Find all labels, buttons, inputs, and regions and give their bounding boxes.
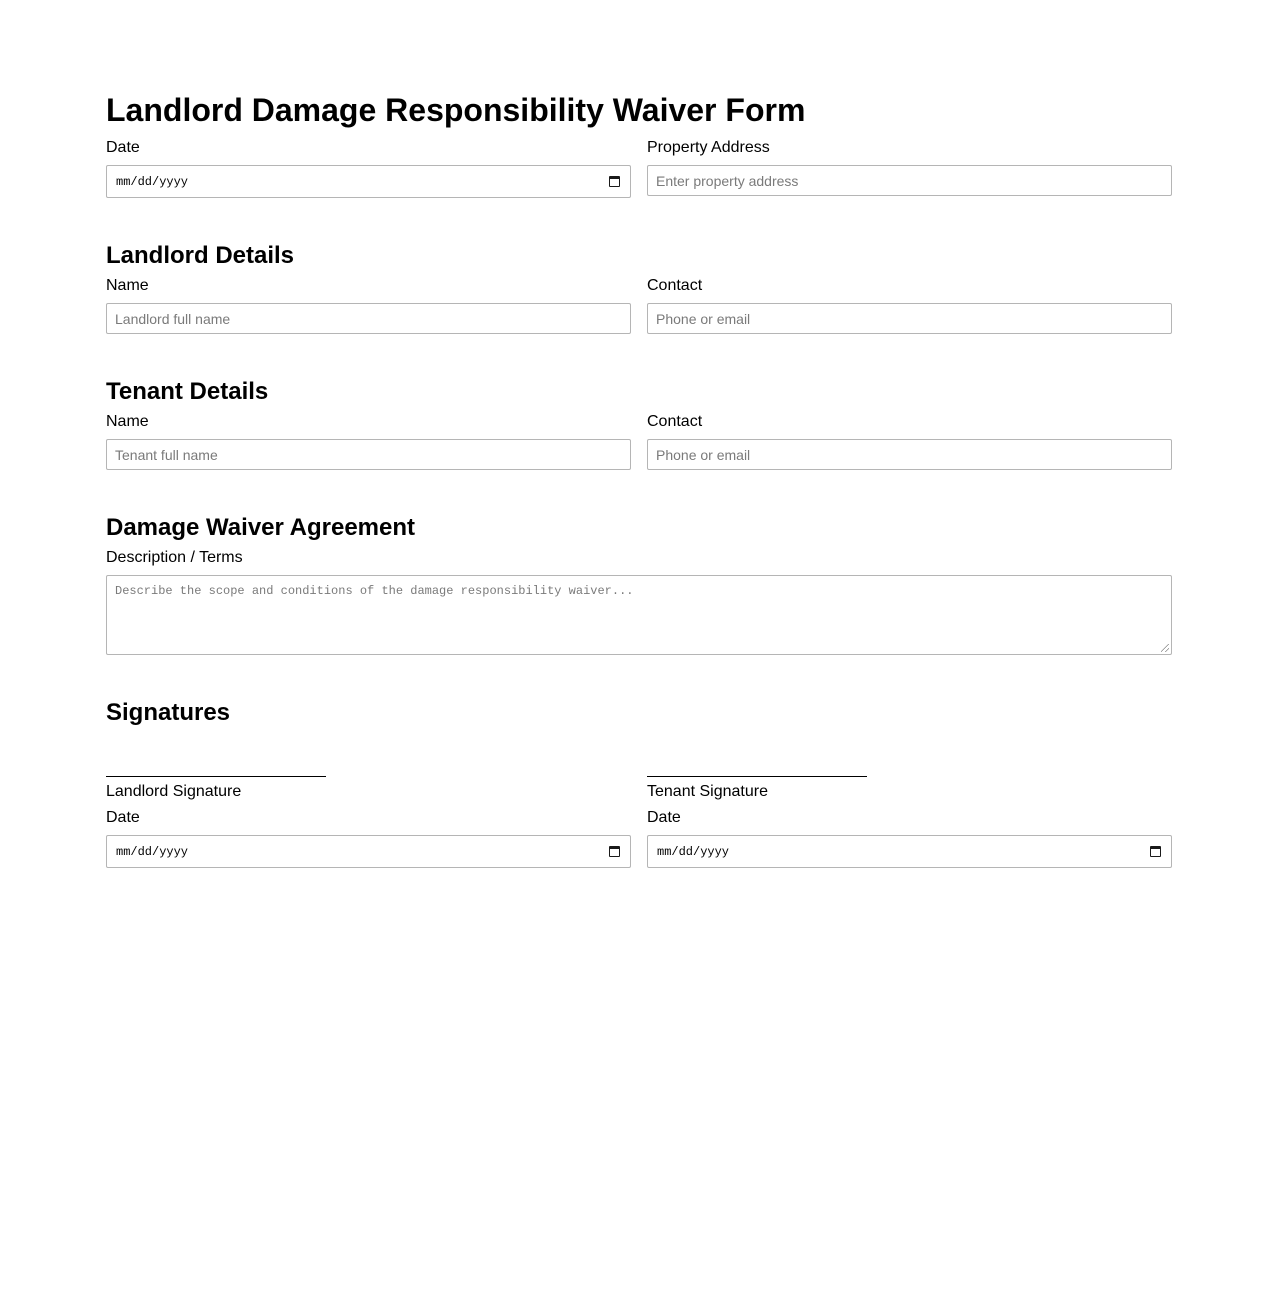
tenant-contact-group: [647, 413, 1172, 470]
tenant-name-input[interactable]: [106, 439, 631, 470]
tenant-name-group: [106, 413, 631, 470]
signatures-row: [106, 776, 1172, 868]
tenant-signature-group: [647, 776, 1172, 868]
landlord-contact-input[interactable]: [647, 303, 1172, 334]
terms-textarea[interactable]: [106, 575, 1172, 655]
terms-placeholder: Describe the scope and conditions of the damage responsibility waiver...: [115, 584, 634, 598]
landlord-signature-date-input[interactable]: [106, 835, 631, 868]
landlord-name-label: Name: [106, 277, 149, 294]
tenant-details-heading: Tenant Details: [106, 378, 269, 405]
header-fields-row: [106, 139, 1172, 198]
landlord-name-placeholder: Landlord full name: [115, 310, 231, 327]
form-date-group: [106, 139, 631, 198]
tenant-signature-date-input[interactable]: [647, 835, 1172, 868]
calendar-icon[interactable]: [609, 846, 620, 857]
landlord-signature-date-value: mm/dd/yyyy: [116, 844, 189, 859]
landlord-name-input[interactable]: [106, 303, 631, 334]
landlord-name-group: [106, 277, 631, 334]
property-address-group: [647, 139, 1172, 198]
terms-group: [106, 549, 1172, 655]
tenant-signature-date-label: Date: [647, 809, 681, 826]
resize-handle-icon[interactable]: [1161, 644, 1169, 652]
tenant-signature-label: Tenant Signature: [647, 783, 768, 800]
landlord-contact-group: [647, 277, 1172, 334]
landlord-signature-label: Landlord Signature: [106, 783, 242, 800]
form-date-input[interactable]: [106, 165, 631, 198]
tenant-fields-row: [106, 413, 1172, 470]
terms-label: Description / Terms: [106, 549, 243, 566]
tenant-signature-line[interactable]: [647, 776, 867, 777]
page-title: Landlord Damage Responsibility Waiver Form: [106, 92, 806, 128]
agreement-heading: Damage Waiver Agreement: [106, 514, 415, 541]
property-address-input[interactable]: [647, 165, 1172, 196]
tenant-contact-placeholder: Phone or email: [656, 446, 751, 463]
landlord-signature-line[interactable]: [106, 776, 326, 777]
property-address-label: Property Address: [647, 139, 770, 156]
tenant-contact-input[interactable]: [647, 439, 1172, 470]
form-date-value: mm/dd/yyyy: [116, 174, 189, 189]
landlord-contact-placeholder: Phone or email: [656, 310, 751, 327]
landlord-signature-date-label: Date: [106, 809, 140, 826]
waiver-form: [106, 88, 1172, 868]
tenant-name-label: Name: [106, 413, 149, 430]
signatures-heading: Signatures: [106, 699, 231, 726]
landlord-signature-group: [106, 776, 631, 868]
property-address-placeholder: Enter property address: [656, 172, 799, 189]
tenant-signature-date-value: mm/dd/yyyy: [657, 844, 730, 859]
calendar-icon[interactable]: [609, 176, 620, 187]
landlord-contact-label: Contact: [647, 277, 703, 294]
tenant-name-placeholder: Tenant full name: [115, 446, 218, 463]
tenant-contact-label: Contact: [647, 413, 703, 430]
calendar-icon[interactable]: [1150, 846, 1161, 857]
landlord-details-heading: Landlord Details: [106, 242, 295, 269]
form-date-label: Date: [106, 139, 140, 156]
landlord-fields-row: [106, 277, 1172, 334]
